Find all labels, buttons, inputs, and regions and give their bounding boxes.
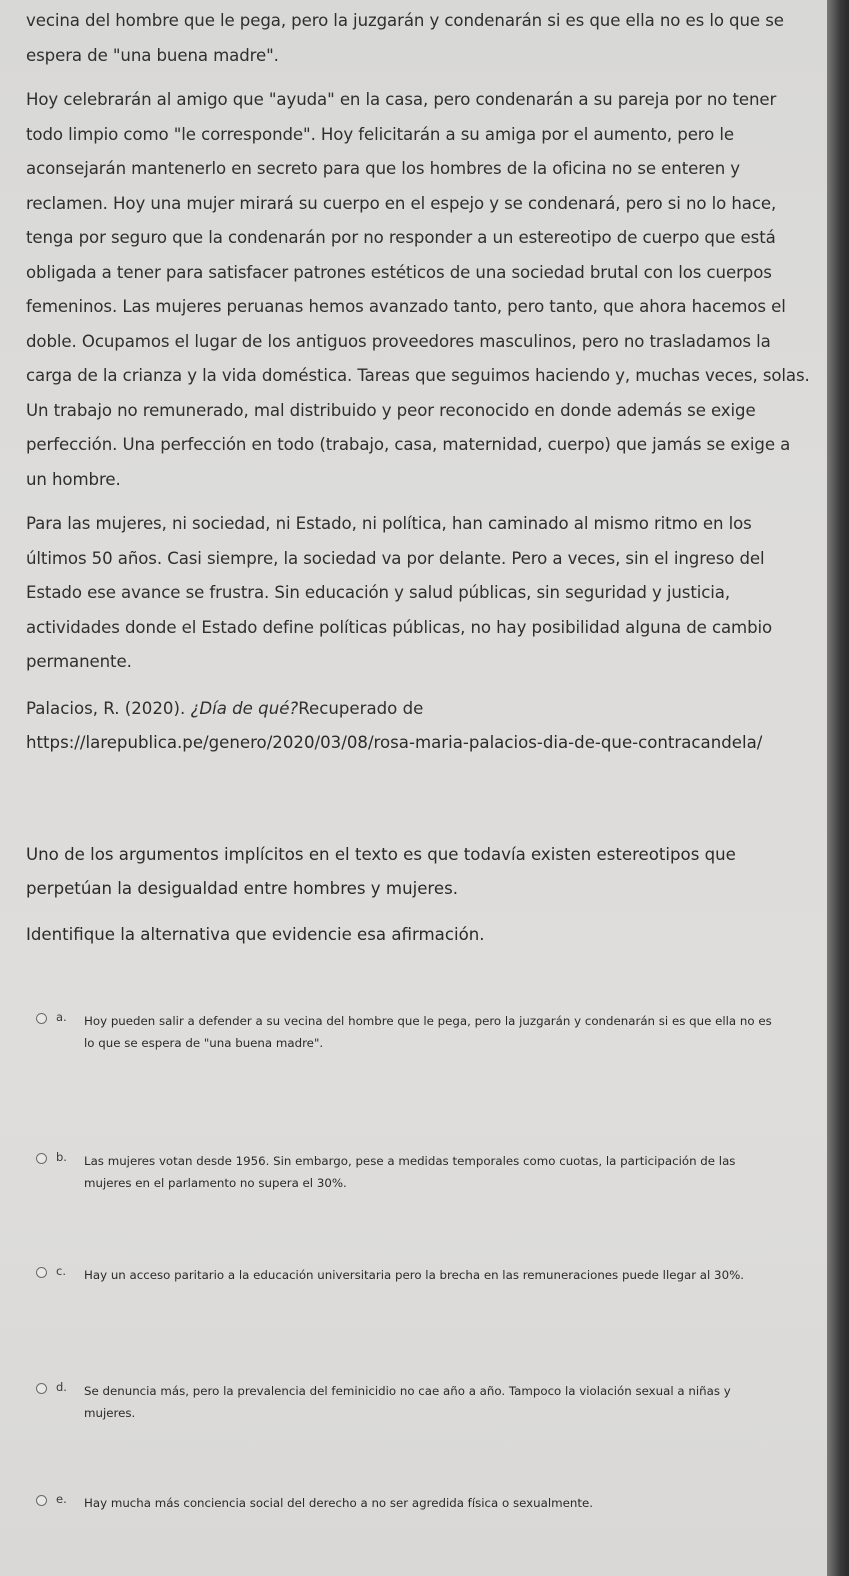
option-text[interactable]: Se denuncia más, pero la prevalencia del feminicidio no cae año a año. Tampoco la violación sexual a niñas y mujeres.	[84, 1384, 731, 1420]
option-letter: c.	[56, 1264, 66, 1278]
option-text[interactable]: Hay un acceso paritario a la educación universitaria pero la brecha en las remuneraciones puede llegar al 30%.	[84, 1268, 745, 1282]
radio-option-d[interactable]	[36, 1383, 47, 1394]
option-text[interactable]: Hoy pueden salir a defender a su vecina del hombre que le pega, pero la juzgarán y condenarán si es que ella no es lo que se espera de "una buena madre".	[84, 1014, 772, 1050]
question-block	[26, 838, 806, 952]
citation-title: ¿Día de qué?	[190, 698, 299, 718]
option-text[interactable]: Las mujeres votan desde 1956. Sin embargo, pese a medidas temporales como cuotas, la participación de las mujeres en el parlamento no supera el 30%.	[84, 1154, 736, 1190]
option-text[interactable]: Hay mucha más conciencia social del derecho a no ser agredida física o sexualmente.	[84, 1496, 593, 1510]
citation-url[interactable]: https://larepublica.pe/genero/2020/03/08/rosa-maria-palacios-dia-de-que-contracandela/	[26, 732, 763, 752]
option-letter: d.	[56, 1380, 67, 1394]
option-letter: e.	[56, 1492, 67, 1506]
citation-author: Palacios, R. (2020).	[26, 698, 186, 718]
radio-option-e[interactable]	[36, 1495, 47, 1506]
article-paragraph: Hoy celebrarán al amigo que "ayuda" en la casa, pero condenarán a su pareja por no tener todo limpio como "le corresponde". Hoy felicitarán a su amiga por el aumento, pero le aconsejarán mantenerlo en secreto para que los hombres de la oficina no se enteren y reclamen. Hoy una mujer mirará su cuerpo en el espejo y se condenará, pero si no lo hace, tenga por seguro que la condenarán por no responder a un estereotipo de cuerpo que está obligada a tener para satisfacer patrones estéticos de una sociedad brutal con los cuerpos femeninos. Las mujeres peruanas hemos avanzado tanto, pero tanto, que ahora hacemos el doble. Ocupamos el lugar de los antiguos proveedores masculinos, pero no trasladamos la carga de la crianza y la vida doméstica. Tareas que seguimos haciendo y, muchas veces, solas. Un trabajo no remunerado, mal distribuido y peor reconocido en donde además se exige perfección. Una perfección en todo (trabajo, casa, maternidad, cuerpo) que jamás se exige a un hombre.	[26, 90, 810, 489]
option-letter: b.	[56, 1150, 67, 1164]
radio-option-a[interactable]	[36, 1013, 47, 1024]
article-excerpt	[26, 4, 816, 760]
citation	[26, 692, 816, 760]
article-paragraph: Para las mujeres, ni sociedad, ni Estado, ni política, han caminado al mismo ritmo en los últimos 50 años. Casi siempre, la sociedad va por delante. Pero a veces, sin el ingreso del Estado ese avance se frustra. Sin educación y salud públicas, sin seguridad y justicia, actividades donde el Estado define políticas públicas, no hay posibilidad alguna de cambio permanente.	[26, 514, 773, 671]
radio-option-b[interactable]	[36, 1153, 47, 1164]
radio-option-c[interactable]	[36, 1267, 47, 1278]
question-statement: Uno de los argumentos implícitos en el texto es que todavía existen estereotipos que perpetúan la desigualdad entre hombres y mujeres.	[26, 845, 736, 898]
option-letter: a.	[56, 1010, 67, 1024]
article-paragraph: vecina del hombre que le pega, pero la juzgarán y condenarán si es que ella no es lo que se espera de "una buena madre".	[26, 11, 784, 65]
screen-bezel-edge	[827, 0, 849, 1576]
citation-retrieved: Recuperado de	[298, 698, 424, 718]
question-instruction: Identifique la alternativa que evidencie esa afirmación.	[26, 925, 485, 944]
